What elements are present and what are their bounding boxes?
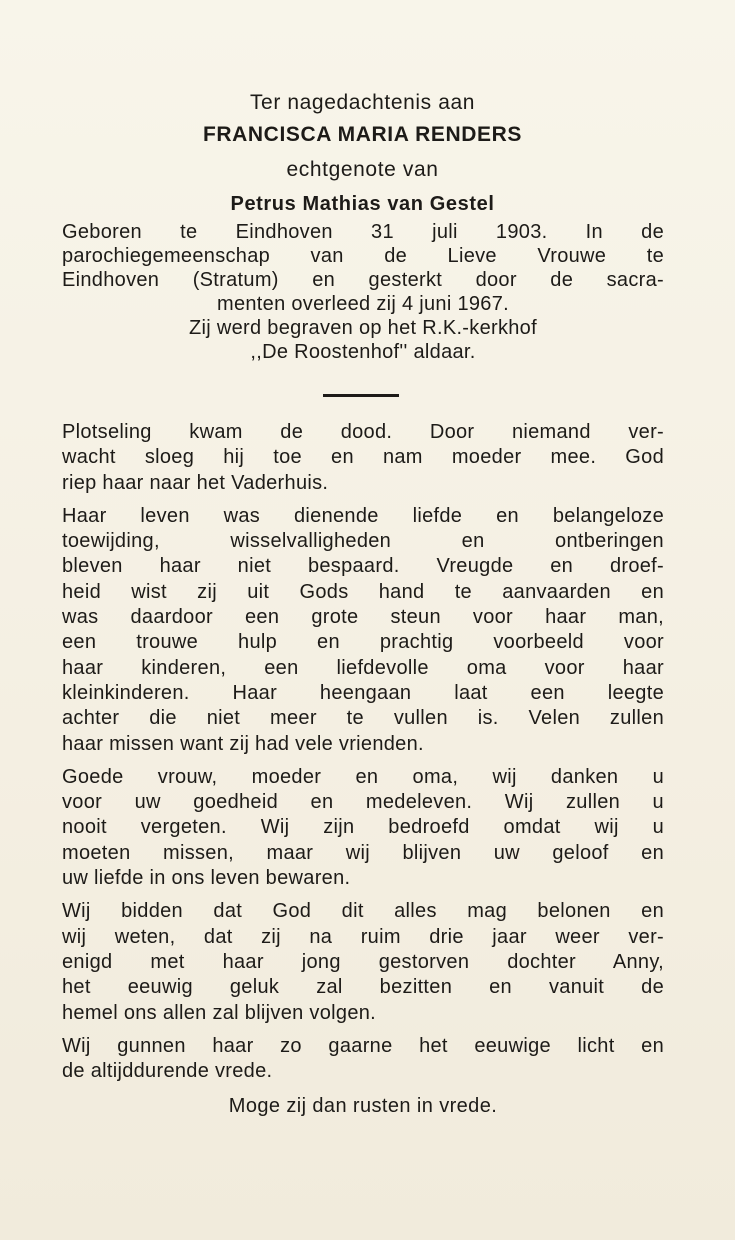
- details-line: menten overleed zij 4 juni 1967.: [216, 293, 509, 315]
- memorial-intro: Ter nagedachtenis aan: [249, 91, 476, 114]
- paragraph-line: het eeuwig geluk zal bezitten en vanuit de: [62, 976, 664, 999]
- paragraph-line: uw liefde in ons leven bewaren.: [62, 867, 351, 890]
- paragraph-line: haar kinderen, een liefdevolle oma voor haar: [62, 656, 664, 679]
- paragraph-line: kleinkinderen. Haar heengaan laat een leegte: [62, 681, 664, 704]
- paragraph-line: Goede vrouw, moeder en oma, wij danken u: [62, 765, 664, 788]
- paragraph-line: haar missen want zij had vele vrienden.: [62, 732, 424, 755]
- paragraph-line: achter die niet meer te vullen is. Velen zullen: [62, 707, 664, 730]
- paragraph-line: enigd met haar jong gestorven dochter Anny,: [62, 950, 664, 973]
- card-header: [60, 88, 665, 220]
- paragraph-line: Plotseling kwam de dood. Door niemand ver-: [62, 421, 664, 443]
- paragraph-line: riep haar naar het Vaderhuis.: [62, 471, 329, 494]
- paragraph-prayer: [62, 899, 664, 1025]
- paragraph-line: moeten missen, maar wij blijven uw geloof en: [62, 841, 664, 864]
- paragraph-line: heid wist zij uit Gods hand te aanvaarden en: [62, 580, 664, 603]
- paragraph-line: was daardoor een grote steun voor haar man,: [62, 606, 664, 629]
- paragraph-eternal-light: [62, 1034, 664, 1085]
- paragraph-line: wacht sloeg hij toe en nam moeder mee. God: [62, 446, 664, 469]
- paragraph-line: nooit vergeten. Wij zijn bedroefd omdat wij u: [62, 816, 664, 839]
- details-line: Geboren te Eindhoven 31 juli 1903. In de: [62, 221, 664, 243]
- section-divider: [323, 394, 399, 397]
- deceased-name: FRANCISCA MARIA RENDERS: [202, 123, 523, 146]
- closing-prayer: Moge zij dan rusten in vrede.: [228, 1095, 498, 1117]
- paragraph-line: wij weten, dat zij na ruim drie jaar weer ver-: [62, 925, 664, 948]
- details-line: Eindhoven (Stratum) en gesterkt door de sacra-: [62, 269, 664, 291]
- memorial-text: [62, 420, 664, 1092]
- spouse-label: echtgenote van: [286, 158, 439, 181]
- paragraph-line: bleven haar niet bespaard. Vreugde en droef-: [62, 555, 664, 578]
- paragraph-line: een trouwe hulp en prachtig voorbeeld voor: [62, 631, 664, 654]
- paragraph-life: [62, 504, 664, 757]
- details-line: parochiegemeenschap van de Lieve Vrouwe te: [62, 245, 664, 267]
- paragraph-line: voor uw goedheid en medeleven. Wij zullen u: [62, 791, 664, 814]
- paragraph-line: toewijding, wisselvalligheden en ontberingen: [62, 530, 664, 553]
- paragraph-line: de altijddurende vrede.: [62, 1060, 273, 1083]
- details-line: ,,De Roostenhof'' aldaar.: [250, 341, 476, 363]
- paragraph-line: hemel ons allen zal blijven volgen.: [62, 1001, 377, 1024]
- details-line: Zij werd begraven op het R.K.-kerkhof: [189, 317, 537, 339]
- paragraph-line: Wij gunnen haar zo gaarne het eeuwige licht en: [62, 1034, 664, 1057]
- spouse-name: Petrus Mathias van Gestel: [230, 193, 495, 215]
- paragraph-sudden-death: [62, 420, 664, 496]
- paragraph-thanks: [62, 765, 664, 891]
- paragraph-line: Wij bidden dat God dit alles mag belonen en: [62, 900, 664, 923]
- paragraph-line: Haar leven was dienende liefde en belangeloze: [62, 504, 664, 527]
- life-details: [62, 220, 664, 364]
